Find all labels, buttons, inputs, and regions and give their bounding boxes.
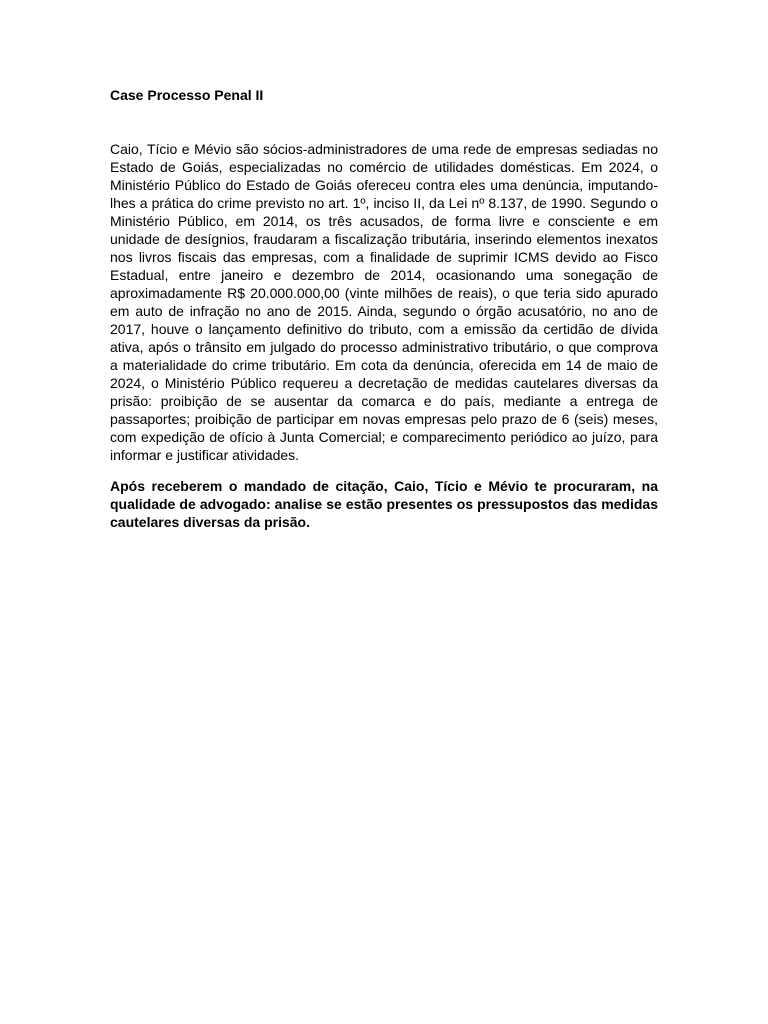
document-page [110,86,658,531]
case-question-paragraph: Após receberem o mandado de citação, Caio, Tício e Mévio te procuraram, na qualidade de advogado: analise se estão presentes os pressupostos das medidas cautelares diversas da prisão. [110,478,658,530]
document-title: Case Processo Penal II [110,87,264,103]
case-description-paragraph: Caio, Tício e Mévio são sócios-administradores de uma rede de empresas sediadas no Estado de Goiás, especializadas no comércio de utilidades domésticas. Em 2024, o Ministério Público do Estado de Goiás ofereceu contra eles uma denúncia, imputando-lhes a prática do crime previsto no art. 1º, inciso II, da Lei nº 8.137, de 1990. Segundo o Ministério Público, em 2014, os três acusados, de forma livre e consciente e em unidade de desígnios, fraudaram a fiscalização tributária, inserindo elementos inexatos nos livros fiscais das empresas, com a finalidade de suprimir ICMS devido ao Fisco Estadual, entre janeiro e dezembro de 2014, ocasionando uma sonegação de aproximadamente R$ 20.000.000,00 (vinte milhões de reais), o que teria sido apurado em auto de infração no ano de 2015. Ainda, segundo o órgão acusatório, no ano de 2017, houve o lançamento definitivo do tributo, com a emissão da certidão de dívida ativa, após o trânsito em julgado do processo administrativo tributário, o que comprova a materialidade do crime tributário. Em cota da denúncia, oferecida em 14 de maio de 2024, o Ministério Público requereu a decretação de medidas cautelares diversas da prisão: proibição de se ausentar da comarca e do país, mediante a entrega de passaportes; proibição de participar em novas empresas pelo prazo de 6 (seis) meses, com expedição de ofício à Junta Comercial; e comparecimento periódico ao juízo, para informar e justificar atividades. [110,141,658,463]
